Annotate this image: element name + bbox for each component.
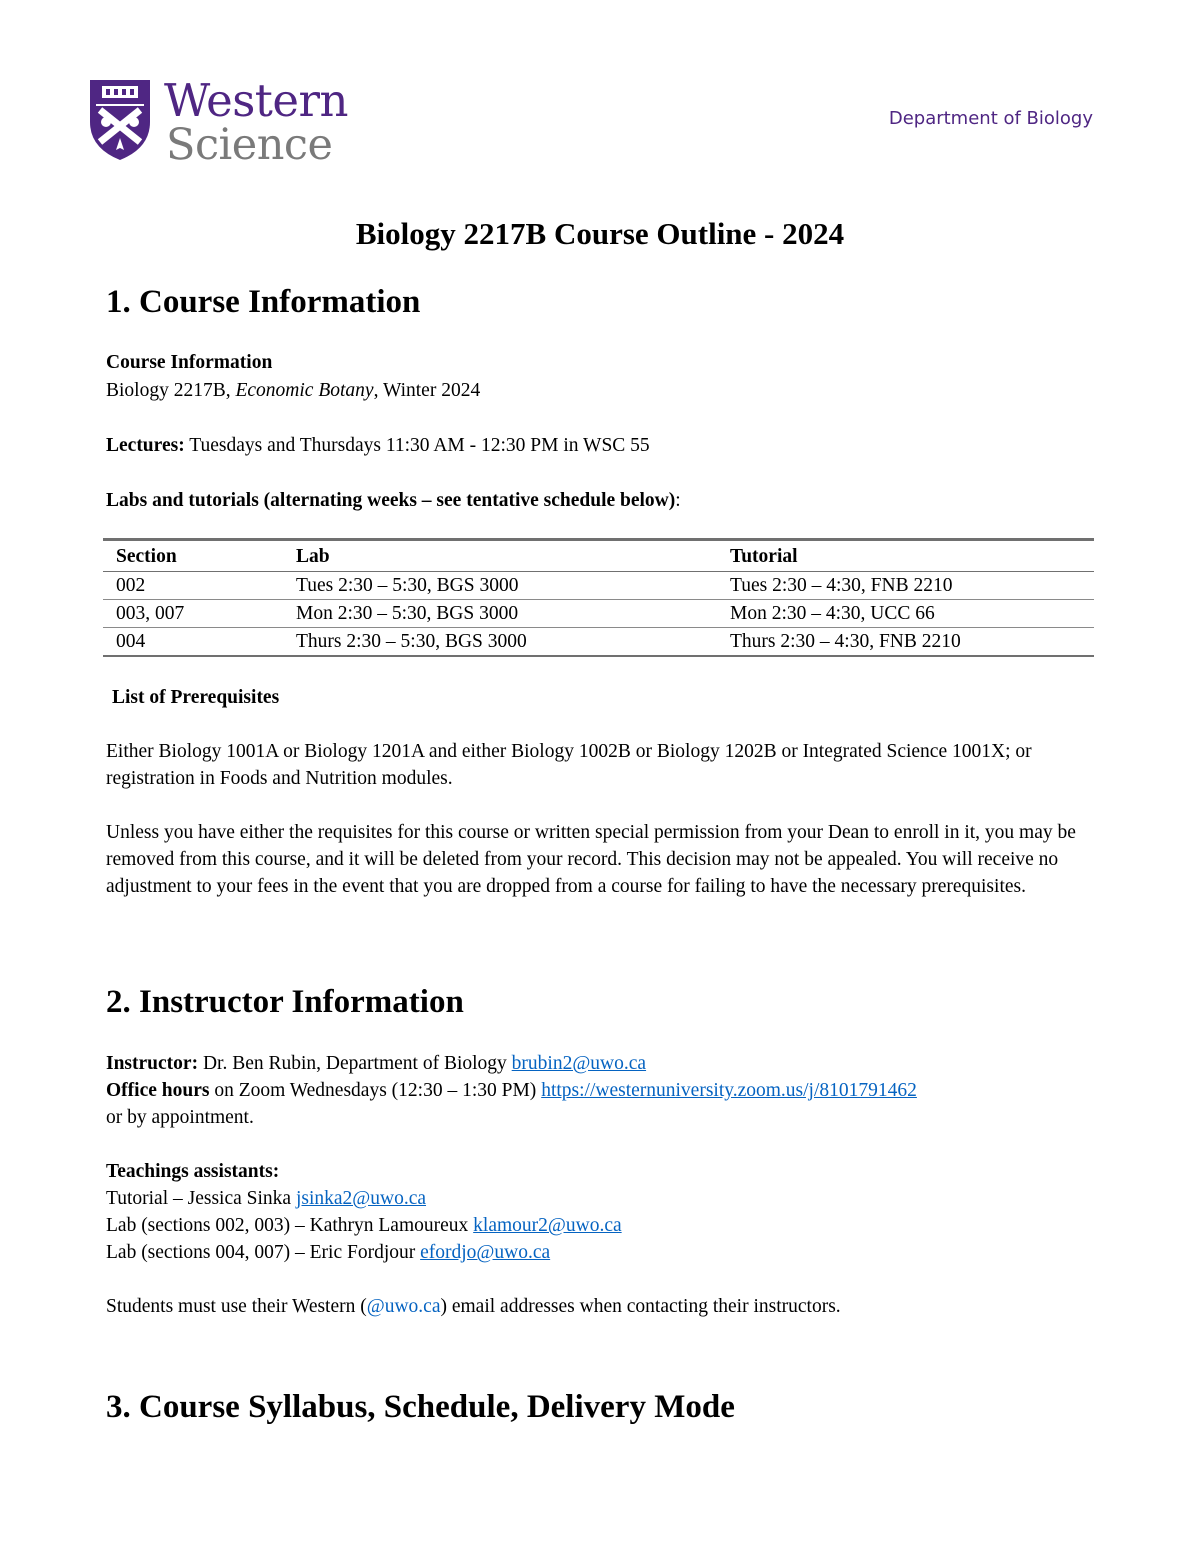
table-row bbox=[103, 600, 1094, 628]
email-policy-line bbox=[106, 1293, 841, 1320]
labs-heading bbox=[106, 487, 681, 514]
western-science-logo bbox=[88, 74, 349, 170]
prerequisite-policy-text: Unless you have either the requisites for this course or written special permission from your Dean to enroll in it, you may be removed from this course, and it will be deleted from your record. This decision may not be appealed. You will receive no adjustment to your fees in the event that you are dropped from a course for failing to have the necessary prerequisites. bbox=[106, 822, 1076, 897]
lectures-line bbox=[106, 432, 650, 459]
table-cell: 003, 007 bbox=[103, 600, 283, 628]
shield-crest-icon bbox=[88, 76, 152, 162]
ta-role: Tutorial – Jessica Sinka bbox=[106, 1188, 296, 1209]
course-code: Biology 2217B, bbox=[106, 380, 236, 401]
instructor-email-link[interactable]: brubin2@uwo.ca bbox=[511, 1053, 647, 1074]
labs-heading-text: Labs and tutorials (alternating weeks – see tentative schedule below) bbox=[106, 490, 676, 511]
ta-line bbox=[106, 1239, 550, 1266]
table-row bbox=[103, 572, 1094, 600]
table-cell: Thurs 2:30 – 4:30, FNB 2210 bbox=[717, 628, 1094, 657]
course-term: , Winter 2024 bbox=[373, 380, 481, 401]
labs-heading-colon: : bbox=[675, 490, 681, 511]
lectures-text: Tuesdays and Thursdays 11:30 AM - 12:30 PM in WSC 55 bbox=[184, 435, 650, 456]
prerequisites-heading: List of Prerequisites bbox=[112, 687, 280, 708]
ta-email-link[interactable]: efordjo@uwo.ca bbox=[420, 1242, 551, 1263]
column-header-section: Section bbox=[103, 540, 283, 572]
table-cell: Mon 2:30 – 5:30, BGS 3000 bbox=[283, 600, 717, 628]
lectures-label: Lectures: bbox=[106, 435, 185, 456]
table-cell: Tues 2:30 – 5:30, BGS 3000 bbox=[283, 572, 717, 600]
zoom-link[interactable]: https://westernuniversity.zoom.us/j/8101791462 bbox=[541, 1080, 917, 1101]
column-header-tutorial: Tutorial bbox=[717, 540, 1094, 572]
table-header-row bbox=[103, 540, 1094, 572]
ta-line bbox=[106, 1212, 622, 1239]
uwo-domain-text: @uwo.ca bbox=[366, 1296, 441, 1317]
table-cell: Tues 2:30 – 4:30, FNB 2210 bbox=[717, 572, 1094, 600]
table-row bbox=[103, 628, 1094, 657]
office-hours-line bbox=[106, 1077, 917, 1104]
section-3-heading: 3. Course Syllabus, Schedule, Delivery Mode bbox=[106, 1389, 735, 1425]
course-line bbox=[106, 377, 480, 404]
ta-role: Lab (sections 004, 007) – Eric Fordjour bbox=[106, 1242, 421, 1263]
instructor-label: Instructor: bbox=[106, 1053, 199, 1074]
ta-email-link[interactable]: klamour2@uwo.ca bbox=[473, 1215, 622, 1236]
ta-heading: Teachings assistants: bbox=[106, 1161, 280, 1182]
office-hours-text: on Zoom Wednesdays (12:30 – 1:30 PM) bbox=[209, 1080, 542, 1101]
section-1-heading: 1. Course Information bbox=[106, 284, 421, 320]
logo-word-science: Science bbox=[166, 120, 333, 170]
email-policy-prefix: Students must use their Western ( bbox=[106, 1296, 367, 1317]
course-name: Economic Botany bbox=[235, 380, 374, 401]
document-title: Biology 2217B Course Outline - 2024 bbox=[355, 216, 845, 251]
ta-role: Lab (sections 002, 003) – Kathryn Lamoureux bbox=[106, 1215, 474, 1236]
section-2-heading: 2. Instructor Information bbox=[106, 984, 464, 1020]
logo-word-western: Western bbox=[164, 74, 349, 127]
office-hours-suffix: or by appointment. bbox=[106, 1107, 254, 1128]
table-cell: Thurs 2:30 – 5:30, BGS 3000 bbox=[283, 628, 717, 657]
table-cell: Mon 2:30 – 4:30, UCC 66 bbox=[717, 600, 1094, 628]
ta-email-link[interactable]: jsinka2@uwo.ca bbox=[295, 1188, 427, 1209]
ta-line bbox=[106, 1185, 426, 1212]
email-policy-suffix: ) email addresses when contacting their instructors. bbox=[440, 1296, 841, 1317]
prerequisites-text: Either Biology 1001A or Biology 1201A and either Biology 1002B or Biology 1202B or Integrated Science 1001X; or registration in Foods and Nutrition modules. bbox=[106, 741, 1032, 789]
table-cell: 002 bbox=[103, 572, 283, 600]
table-cell: 004 bbox=[103, 628, 283, 657]
course-info-subheading: Course Information bbox=[106, 352, 273, 373]
department-label: Department of Biology bbox=[888, 108, 1093, 129]
column-header-lab: Lab bbox=[283, 540, 717, 572]
instructor-text: Dr. Ben Rubin, Department of Biology bbox=[198, 1053, 512, 1074]
office-hours-label: Office hours bbox=[106, 1080, 210, 1101]
lab-tutorial-table bbox=[103, 538, 1094, 657]
instructor-line bbox=[106, 1050, 646, 1077]
